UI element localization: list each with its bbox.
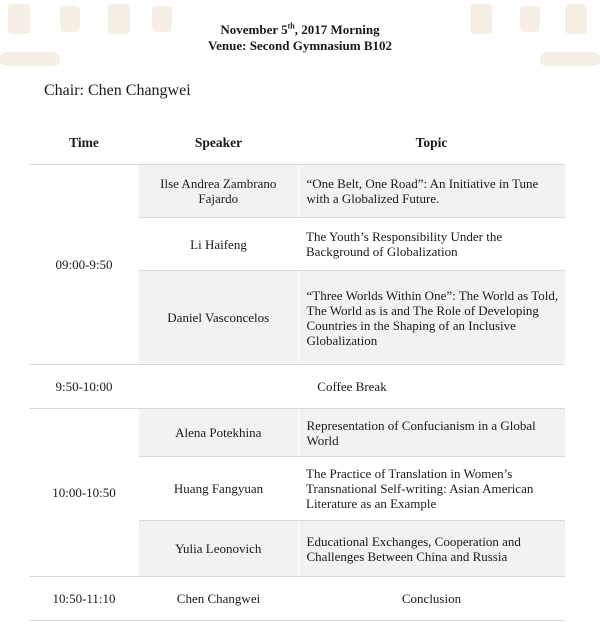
speaker-cell: Daniel Vasconcelos — [139, 271, 298, 365]
time-cell: 10:00-10:50 — [29, 409, 139, 577]
topic-cell: Representation of Confucianism in a Global World — [298, 409, 565, 457]
table-row — [29, 577, 565, 621]
topic-cell: “Three Worlds Within One”: The World as Told, The World as is and The Role of Developing Countries in the Shaping of an Inclusive Globalization — [298, 271, 565, 365]
speaker-cell: Chen Changwei — [139, 577, 298, 621]
table-row — [29, 165, 565, 218]
session-header — [0, 22, 600, 54]
session-date: November 5th, 2017 Morning — [220, 21, 380, 37]
table-row — [29, 409, 565, 457]
topic-cell: “One Belt, One Road”: An Initiative in Tune with a Globalized Future. — [298, 165, 565, 218]
column-header-topic: Topic — [298, 122, 565, 165]
topic-cell: The Practice of Translation in Women’s Transnational Self-writing: Asian American Literature as an Example — [298, 457, 565, 521]
schedule-table — [29, 122, 565, 621]
column-header-speaker: Speaker — [139, 122, 298, 165]
column-header-time: Time — [29, 122, 139, 165]
speaker-cell: Yulia Leonovich — [139, 521, 298, 577]
topic-cell: The Youth’s Responsibility Under the Background of Globalization — [298, 218, 565, 271]
speaker-cell: Li Haifeng — [139, 218, 298, 271]
speaker-cell: Alena Potekhina — [139, 409, 298, 457]
speaker-cell: Huang Fangyuan — [139, 457, 298, 521]
table-header-row — [29, 122, 565, 165]
chair-label: Chair: Chen Changwei — [44, 82, 191, 99]
time-cell: 10:50-11:10 — [29, 577, 139, 621]
topic-cell: Conclusion — [298, 577, 565, 621]
speaker-cell: Ilse Andrea Zambrano Fajardo — [139, 165, 298, 218]
topic-cell: Educational Exchanges, Cooperation and Challenges Between China and Russia — [298, 521, 565, 577]
time-cell: 9:50-10:00 — [29, 365, 139, 409]
table-row — [29, 365, 565, 409]
coffee-break-cell: Coffee Break — [139, 365, 565, 409]
time-cell: 09:00-9:50 — [29, 165, 139, 365]
session-venue: Venue: Second Gymnasium B102 — [207, 38, 393, 53]
